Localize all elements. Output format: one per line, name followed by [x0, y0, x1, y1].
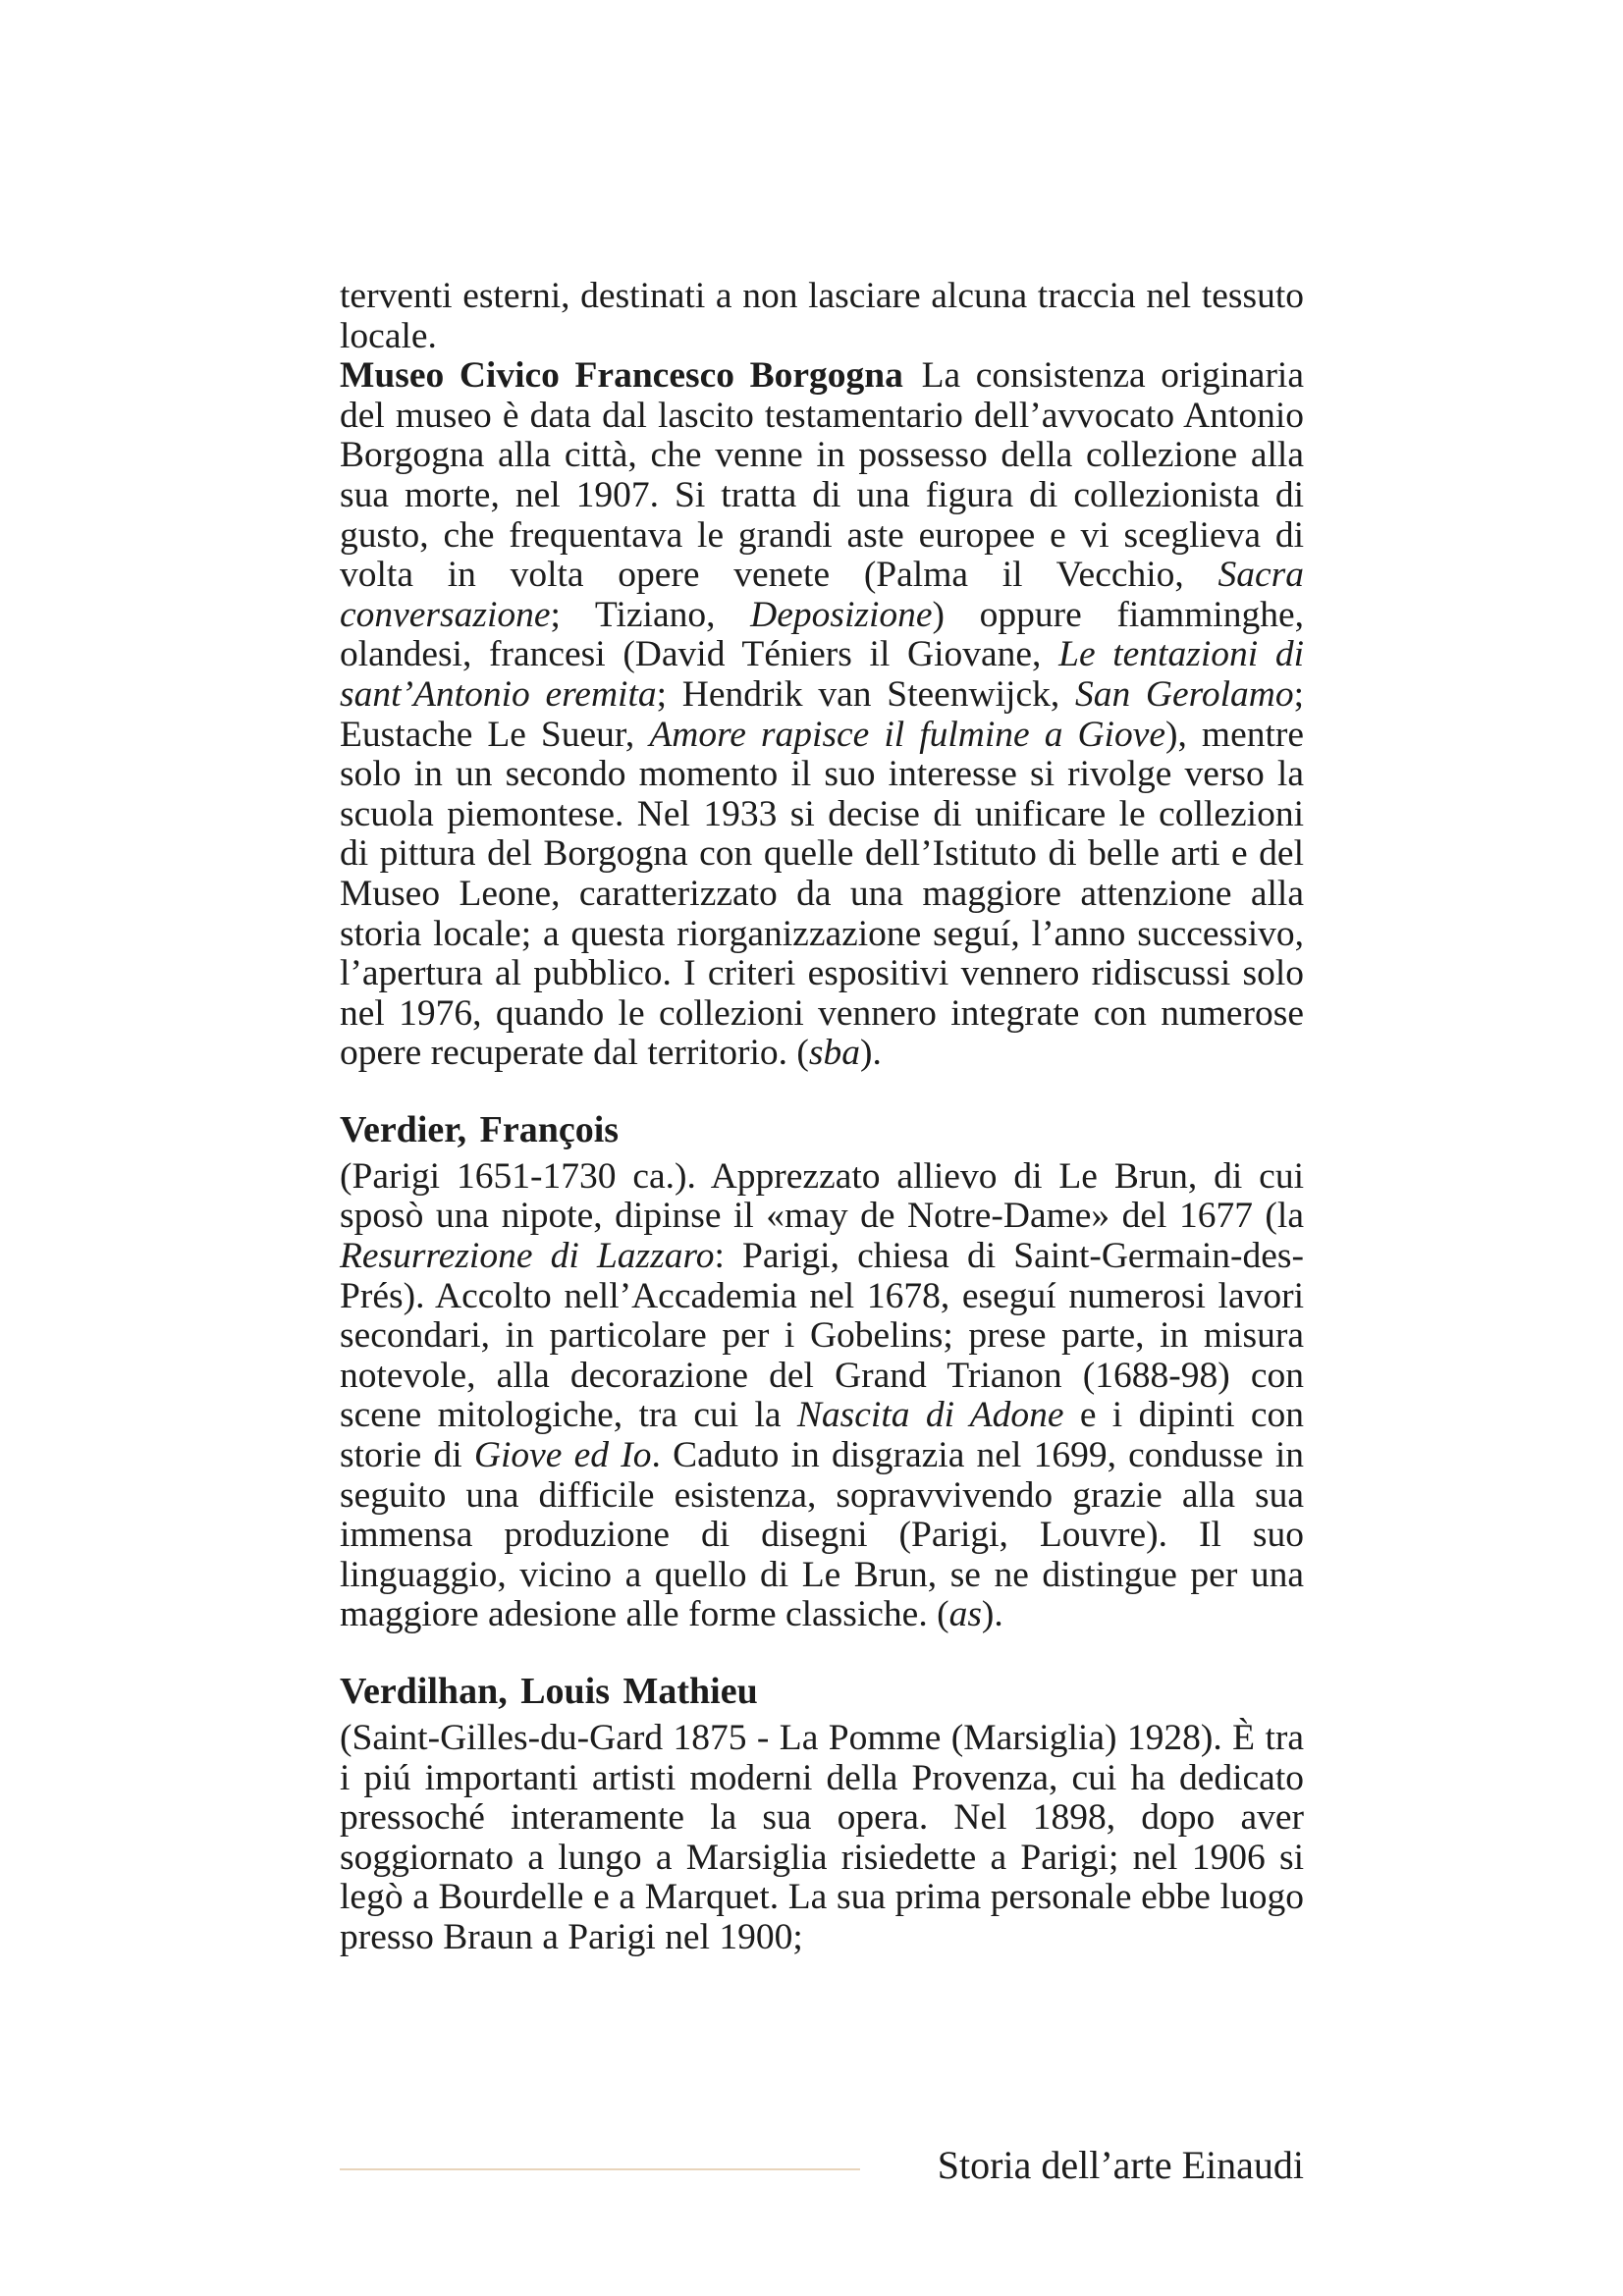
artwork-title: Nascita di Adone — [796, 1395, 1064, 1436]
museum-text-end: ). — [859, 1033, 882, 1074]
entry-text-2: : Parigi, chiesa di Saint-Germain-des-Prés). Accolto nell’Accademia nel 1678, eseguí numerosi lavori secondari, in particolare per i Gobelins; prese parte, in misura notevole, alla decorazione del Grand Trianon (1688-98) con scene mitologiche, tra cui la — [340, 1236, 1305, 1436]
entry-text-3: e i dipinti con storie di — [340, 1395, 1304, 1476]
museum-paragraph — [340, 356, 1304, 1074]
footer-title: Storia dell’arte Einaudi — [937, 2143, 1304, 2187]
author-initials: as — [948, 1594, 982, 1635]
entry-heading: Verdier, François — [340, 1108, 620, 1150]
entry-text: (Saint-Gilles-du-Gard 1875 - La Pomme (Marsiglia) 1928). È tra i piú importanti artisti moderni della Provenza, cui ha dedicato pressoché interamente la sua opera. Nel 1898, dopo aver soggiornato a lungo a Marsiglia risiedette a Parigi; nel 1906 si legò a Bourdelle e a Marquet. La sua prima personale ebbe luogo presso Braun a Parigi nel 1900; — [340, 1718, 1304, 1957]
artwork-title: San Gerolamo — [1074, 673, 1294, 715]
entry-verdilhan — [340, 1670, 1304, 1958]
footer-rule — [340, 2168, 860, 2170]
entry-heading: Verdilhan, Louis Mathieu — [340, 1671, 758, 1712]
artwork-title: Sacra conversazione — [340, 555, 1304, 635]
author-initials: sba — [808, 1033, 860, 1074]
museum-text-1: La consistenza originaria del museo è data dal lascito testamentario dell’avvocato Antonio Borgogna alla città, che venne in possesso della collezione alla sua morte, nel 1907. Si tratta di una figura di collezionista di gusto, che frequentava le grandi aste europee e vi sceglieva di volta in volta opere venete (Palma il Vecchio, — [340, 355, 1304, 596]
entry-text — [340, 1157, 1304, 1635]
artwork-title: Le tentazioni di sant’Antonio eremita — [340, 634, 1304, 715]
museum-text-5: ; Eustache Le Sueur, — [340, 673, 1305, 755]
entry-text-1: (Parigi 1651-1730 ca.). Apprezzato allievo di Le Brun, di cui sposò una nipote, dipinse il «may de Notre-Dame» del 1677 (la — [340, 1155, 1304, 1237]
museum-text-3: ) oppure fiamminghe, olandesi, francesi (David Téniers il Giovane, — [340, 594, 1304, 675]
entry-text-4: . Caduto in disgrazia nel 1699, condusse in seguito una difficile esistenza, sopravvivendo grazie alla sua immensa produzione di disegni (Parigi, Louvre). Il suo linguaggio, vicino a quello di Le Brun, se ne distingue per una maggiore adesione alle forme classiche. ( — [340, 1435, 1305, 1635]
entry-text-end: ). — [981, 1594, 1003, 1635]
continued-paragraph: terventi esterni, destinati a non lasciare alcuna traccia nel tessuto locale. — [340, 276, 1304, 356]
entry-verdier — [340, 1108, 1304, 1635]
museum-text-4: ; Hendrik van Steenwijck, — [656, 673, 1075, 715]
page-body — [340, 277, 1304, 1958]
artwork-title: Resurrezione di Lazzaro — [340, 1236, 715, 1277]
artwork-title: Amore rapisce il fulmine a Giove — [649, 714, 1166, 755]
artwork-title: Deposizione — [750, 594, 933, 635]
museum-text-6: ), mentre solo in un secondo momento il suo interesse si rivolge verso la scuola piemontese. Nel 1933 si decise di unificare le collezioni di pittura del Borgogna con quelle dell’Istituto di belle arti e del Museo Leone, caratterizzato da una maggiore attenzione alla storia locale; a questa riorganizzazione seguí, l’anno successivo, l’apertura al pubblico. I criteri espositivi vennero ridiscussi solo nel 1976, quando le collezioni vennero integrate con numerose opere recuperate dal territorio. ( — [340, 714, 1305, 1074]
museum-name: Museo Civico Francesco Borgogna — [340, 355, 903, 397]
museum-text-2: ; Tiziano, — [550, 594, 751, 635]
artwork-title: Giove ed Io — [473, 1435, 652, 1476]
